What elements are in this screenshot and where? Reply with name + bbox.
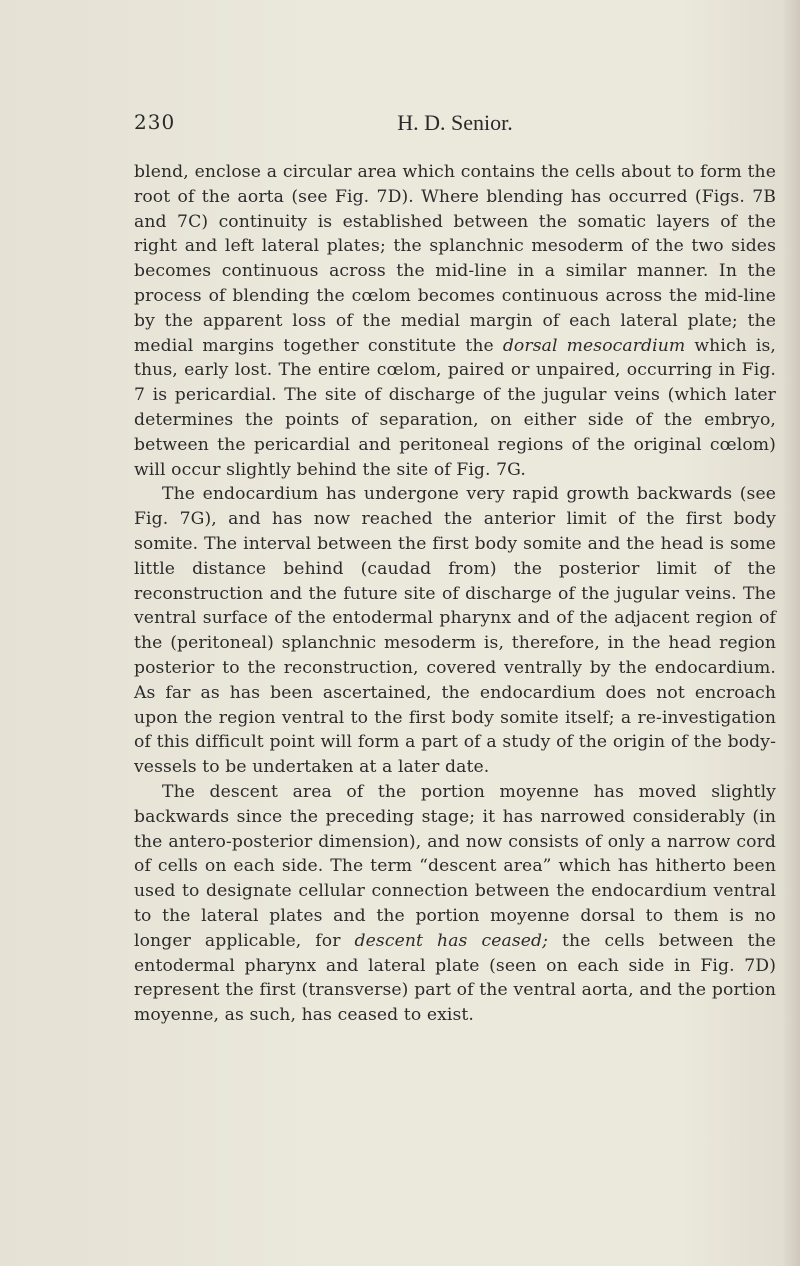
author-name: H. D. Senior. <box>397 110 513 135</box>
paragraph-1 <box>134 160 776 482</box>
paragraph-1-italic-term: dorsal mesocardium <box>502 335 686 356</box>
page-edge-shadow <box>782 0 800 1266</box>
page-number: 230 <box>134 110 176 134</box>
paragraph-3-italic-phrase: descent has ceased; <box>354 930 549 951</box>
body-text <box>134 160 776 1028</box>
paragraph-3 <box>134 780 776 1028</box>
paragraph-2-text: The endocardium has undergone very rapid growth backwards (see Fig. 7G), and has now reached the anterior limit of the first body somite. The interval between the first body somite and the head is some little distance behind (caudad from) the posterior limit of the reconstruction and the future site of discharge of the jugular veins. The ventral surface of the entodermal pharynx and of the adjacent region of the (peritoneal) splanchnic mesoderm is, therefore, in the head region posterior to the reconstruction, covered ventrally by the endocardium. As far as has been ascertained, the endocardium does not encroach upon the region ventral to the first body somite itself; a re-investigation of this difficult point will form a part of a study of the origin of the body-vessels to be undertaken at a later date. <box>134 484 776 778</box>
paragraph-2 <box>134 482 776 780</box>
paragraph-3-text-b: the cells between the entodermal pharynx and lateral plate (seen on each side in Fig. 7D) represent the first (transverse) part of the ventral aorta, and the portion moyenne, as such, has ceased to exist. <box>134 930 776 1026</box>
paragraph-1-text-a: blend, enclose a circular area which contains the cells about to form the root of the aorta (see Fig. 7D). Where blending has occurred (Figs. 7B and 7C) continuity is established between the somatic layers of the right and left lateral plates; the splanchnic mesoderm of the two sides becomes continuous across the mid-line in a similar manner. In the process of blending the cœlom becomes continuous across the mid-line by the apparent loss of the medial margin of each lateral plate; the medial margins together constitute the <box>134 162 776 356</box>
running-head <box>134 110 776 144</box>
paragraph-1-text-b: which is, thus, early lost. The entire cœlom, paired or unpaired, occurring in Fig. 7 is pericardial. The site of discharge of the jugular veins (which later determines the points of separation, on either side of the embryo, between the pericardial and peritoneal regions of the original cœlom) will occur slightly behind the site of Fig. 7G. <box>134 335 776 480</box>
paragraph-3-text-a: The descent area of the portion moyenne has moved slightly backwards since the preceding stage; it has narrowed considerably (in the antero-posterior dimension), and now consists of only a narrow cord of cells on each side. The term “descent area” which has hitherto been used to designate cellular connection between the endocardium ventral to the lateral plates and the portion moyenne dorsal to them is no longer applicable, for <box>134 781 776 951</box>
